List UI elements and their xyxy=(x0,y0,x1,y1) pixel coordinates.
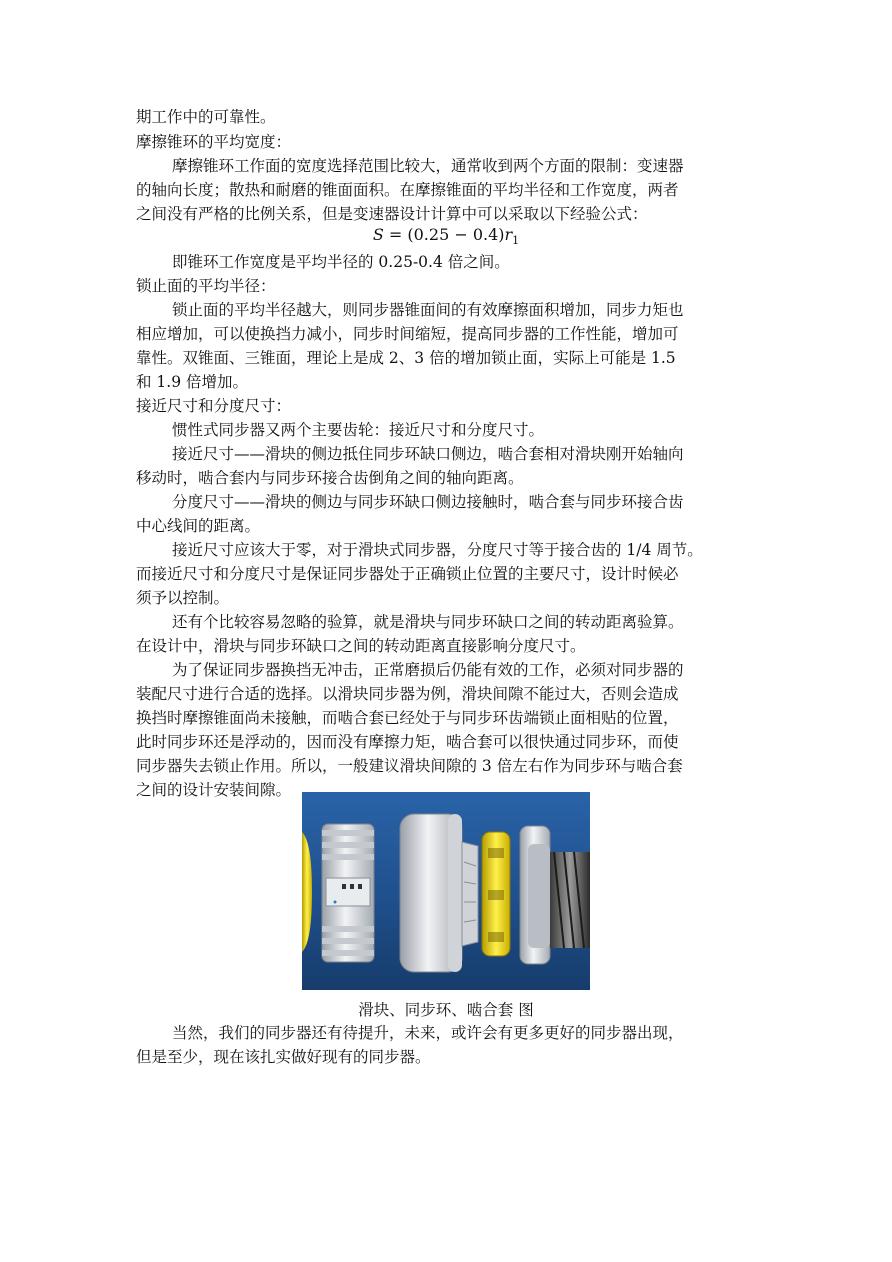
paragraph-line: 在设计中，滑块与同步环缺口之间的转动距离直接影响分度尺寸。 xyxy=(136,637,586,655)
section-heading: 锁止面的平均半径： xyxy=(136,277,276,295)
paragraph-line: 中心线间的距离。 xyxy=(136,517,261,535)
formula-variable: r xyxy=(504,225,513,244)
synchro-ring xyxy=(482,832,510,956)
paragraph-line: 靠性。双锥面、三锥面，理论上是成 2、3 倍的增加锁止面，实际上可能是 1.5 xyxy=(136,349,676,367)
paragraph-line: 须予以控制。 xyxy=(136,589,230,607)
section-heading: 摩擦锥环的平均宽度： xyxy=(136,133,292,151)
paragraph-line: 而接近尺寸和分度尺寸是保证同步器处于正确锁止位置的主要尺寸，设计时候必 xyxy=(136,565,679,583)
paragraph-line: 换挡时摩擦锥面尚未接触，而啮合套已经处于与同步环齿端锁止面相贴的位置， xyxy=(136,709,679,727)
paragraph-line: 即锥环工作宽度是平均半径的 0.25-0.4 倍之间。 xyxy=(172,253,510,271)
left-synchro-ring xyxy=(302,832,312,952)
paragraph-line: 接近尺寸应该大于零，对于滑块式同步器，分度尺寸等于接合齿的 1/4 周节。 xyxy=(172,541,703,559)
paragraph-line: 惯性式同步器又两个主要齿轮：接近尺寸和分度尺寸。 xyxy=(172,421,545,439)
synchronizer-illustration xyxy=(302,792,590,990)
paragraph-line: 期工作中的可靠性。 xyxy=(136,108,276,126)
paragraph-line: 分度尺寸——滑块的侧边与同步环缺口侧边接触时，啮合套与同步环接合齿 xyxy=(172,493,684,511)
paragraph-line: 之间的设计安装间隙。 xyxy=(136,781,292,799)
engagement-sleeve xyxy=(400,814,478,972)
paragraph-line: 和 1.9 倍增加。 xyxy=(136,373,249,391)
paragraph-line: 的轴向长度；散热和耐磨的锥面面积。在摩擦锥面的平均半径和工作宽度，两者 xyxy=(136,181,679,199)
section-heading: 接近尺寸和分度尺寸： xyxy=(136,397,292,415)
formula-subscript: 1 xyxy=(512,234,520,248)
paragraph-line: 还有个比较容易忽略的验算，就是滑块与同步环缺口之间的转动距离验算。 xyxy=(172,613,684,631)
paragraph-line: 当然，我们的同步器还有待提升，未来，或许会有更多更好的同步器出现， xyxy=(172,1024,684,1042)
paragraph-line: 相应增加，可以使换挡力减小，同步时间缩短，提高同步器的工作性能，增加可 xyxy=(136,325,679,343)
synchronizer-figure xyxy=(302,792,590,990)
paragraph-line: 但是至少，现在该扎实做好现有的同步器。 xyxy=(136,1048,431,1066)
formula xyxy=(0,225,892,247)
paragraph-line: 接近尺寸——滑块的侧边抵住同步环缺口侧边，啮合套相对滑块刚开始轴向 xyxy=(172,445,684,463)
formula-lhs: S xyxy=(372,225,384,244)
formula-expression: = (0.25 − 0.4) xyxy=(383,225,505,244)
slider-hub xyxy=(322,824,374,962)
paragraph-line: 移动时，啮合套内与同步环接合齿倒角之间的轴向距离。 xyxy=(136,469,524,487)
paragraph-line: 之间没有严格的比例关系，但是变速器设计计算中可以采取以下经验公式： xyxy=(136,205,648,223)
paragraph-line: 此时同步环还是浮动的，因而没有摩擦力矩，啮合套可以很快通过同步环，而使 xyxy=(136,733,679,751)
paragraph-line: 装配尺寸进行合适的选择。以滑块同步器为例，滑块间隙不能过大，否则会造成 xyxy=(136,685,679,703)
paragraph-line: 锁止面的平均半径越大，则同步器锥面间的有效摩擦面积增加，同步力矩也 xyxy=(172,301,684,319)
figure-caption: 滑块、同步环、啮合套 图 xyxy=(358,1001,534,1019)
paragraph-line: 为了保证同步器换挡无冲击，正常磨损后仍能有效的工作，必须对同步器的 xyxy=(172,661,684,679)
paragraph-line: 同步器失去锁止作用。所以，一般建议滑块间隙的 3 倍左右作为同步环与啮合套 xyxy=(136,757,683,775)
gear xyxy=(520,826,590,964)
paragraph-line: 摩擦锥环工作面的宽度选择范围比较大，通常收到两个方面的限制：变速器 xyxy=(172,157,684,175)
